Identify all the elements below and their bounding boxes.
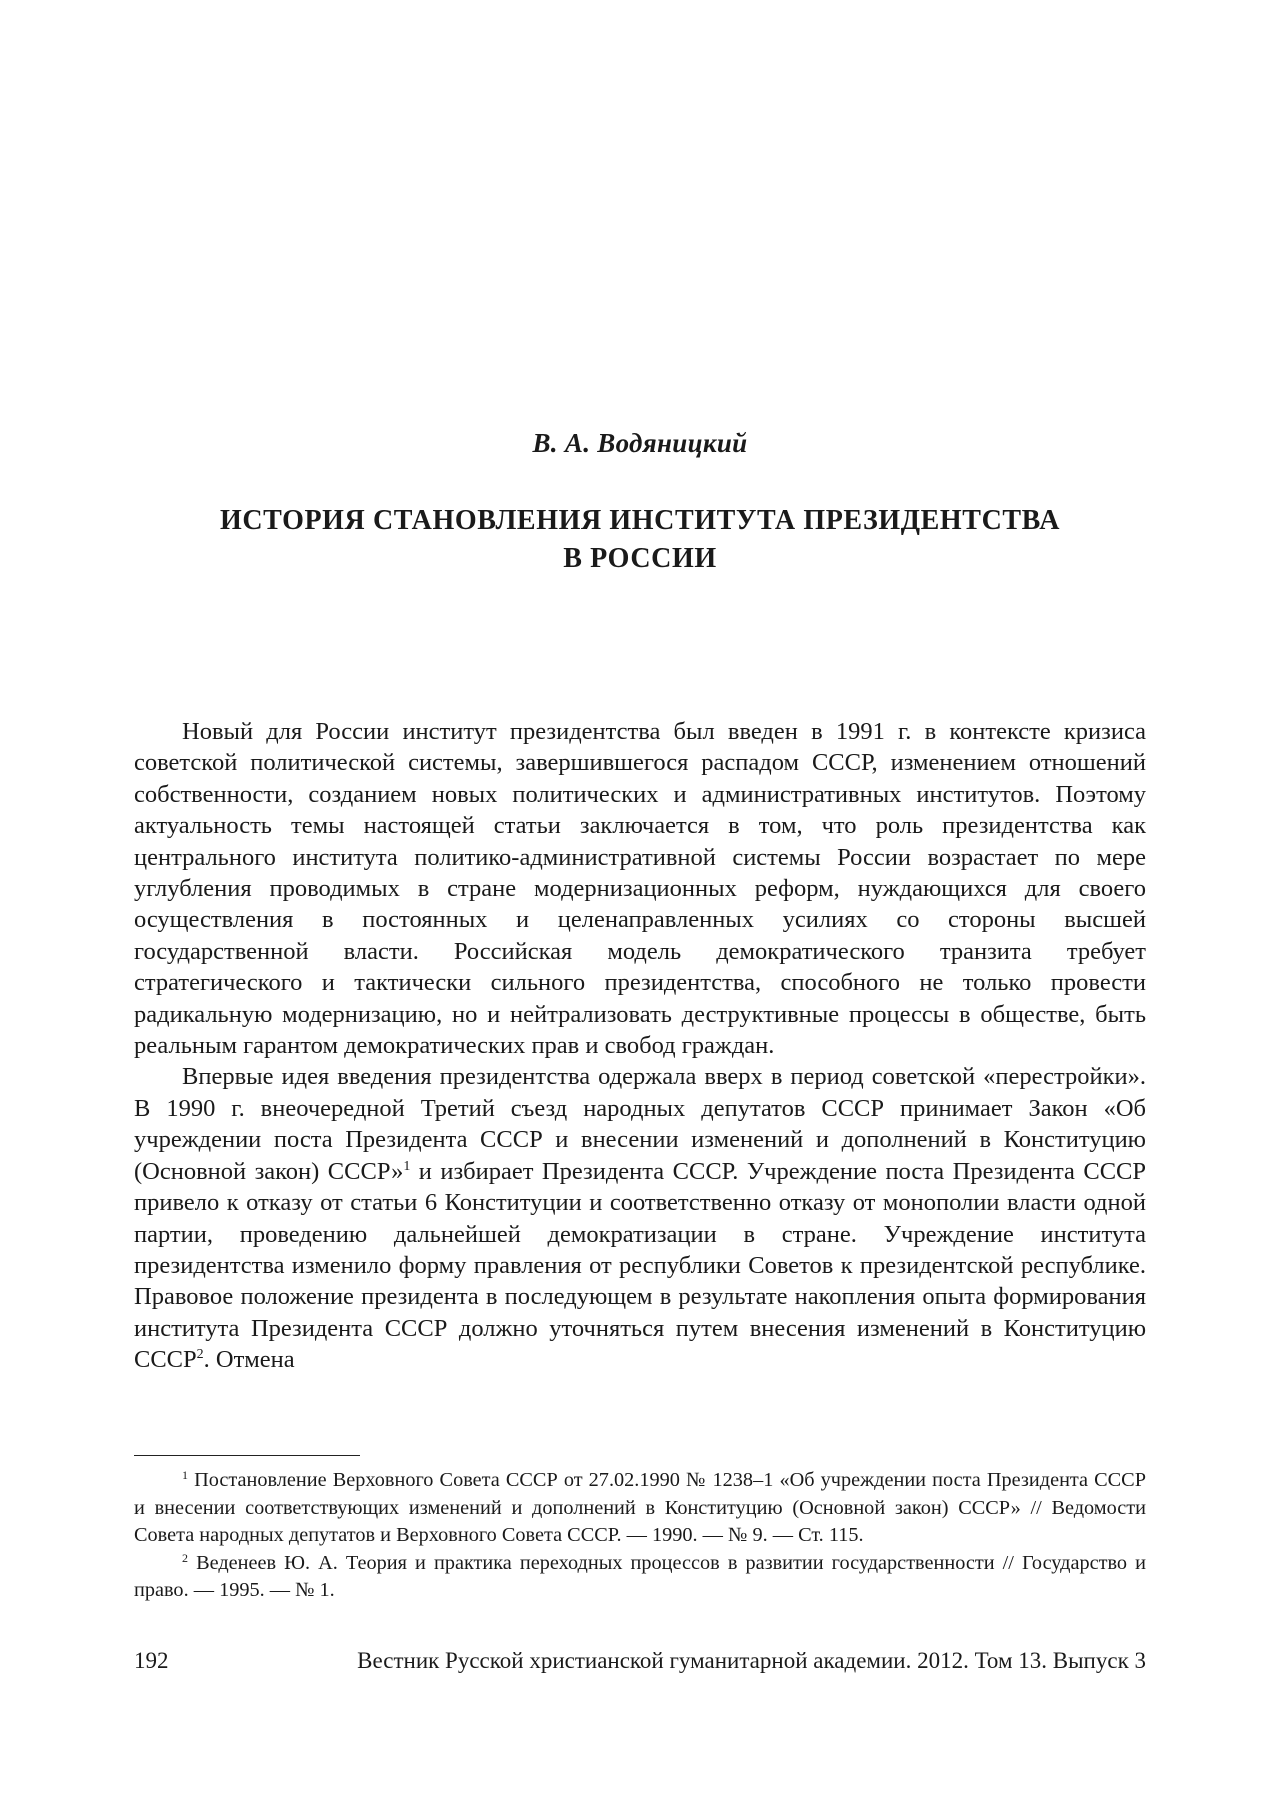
journal-citation: Вестник Русской христианской гуманитарной академии. 2012. Том 13. Выпуск 3: [357, 1648, 1146, 1673]
footnote-ref-1[interactable]: 1: [403, 1158, 411, 1174]
page-footer: [134, 1648, 1146, 1674]
article-body: [134, 716, 1146, 1376]
footnote-divider: [134, 1455, 360, 1456]
footnotes: [134, 1467, 1146, 1605]
footnote-1-number: 1: [182, 1468, 188, 1482]
body-paragraph-2-text-a: Впервые идея введения президентства одержала вверх в период советской «перестройки». В 1990 г. внеочередной Третий съезд народных депутатов СССР принимает Закон «Об учреждении поста Президента СССР и внесении изменений и дополнений в Конституцию (Основной закон) СССР»: [134, 1063, 1146, 1185]
article-title: [0, 502, 1280, 578]
article-title-line-2: В РОССИИ: [563, 543, 717, 574]
article-author: В. А. Водяницкий: [532, 428, 748, 458]
article-title-line-1: ИСТОРИЯ СТАНОВЛЕНИЯ ИНСТИТУТА ПРЕЗИДЕНТСТВА: [219, 505, 1061, 536]
body-paragraph-2: [134, 1061, 1146, 1375]
footnote-2-text: Веденеев Ю. А. Теория и практика переходных процессов в развитии государственности // Государство и право. — 1995. — № 1.: [134, 1551, 1146, 1601]
footnote-1: [134, 1467, 1146, 1550]
body-paragraph-1: Новый для России институт президентства был введен в 1991 г. в контексте кризиса советской политической системы, завершившегося распадом СССР, изменением отношений собственности, созданием новых политических и административных институтов. Поэтому актуальность темы настоящей статьи заключается в том, что роль президентства как центрального института политико-административной системы России возрастает по мере углубления проводимых в стране модернизационных реформ, нуждающихся для своего осуществления в постоянных и целенаправленных усилиях со стороны высшей государственной власти. Российская модель демократического транзита требует стратегического и тактически сильного президентства, способного не только провести радикальную модернизацию, но и нейтрализовать деструктивные процессы в обществе, быть реальным гарантом демократических прав и свобод граждан.: [134, 718, 1146, 1060]
body-paragraph-2-text-b: и избирает Президента СССР. Учреждение поста Президента СССР привело к отказу от статьи 6 Конституции и соответственно отказу от монополии власти одной партии, проведению дальнейшей демократизации в стране. Учреждение института президентства изменило форму правления от республики Советов к президентской республике. Правовое положение президента в последующем в результате накопления опыта формирования института Президента СССР должно уточняться путем внесения изменений в Конституцию СССР: [134, 1157, 1147, 1374]
footnote-2: [134, 1550, 1146, 1605]
body-paragraph-2-text-c: . Отмена: [203, 1346, 295, 1374]
footnote-ref-2[interactable]: 2: [196, 1347, 204, 1363]
footnote-2-number: 2: [182, 1550, 188, 1565]
footnote-1-text: Постановление Верховного Совета СССР от 27.02.1990 № 1238–1 «Об учреждении поста Президента СССР и внесении соответствующих изменений и дополнений в Конституцию (Основной закон) СССР» // Ведомости Совета народных депутатов и Верховного Совета СССР. — 1990. — № 9. — Ст. 115.: [134, 1469, 1146, 1546]
page-number: 192: [134, 1648, 169, 1673]
